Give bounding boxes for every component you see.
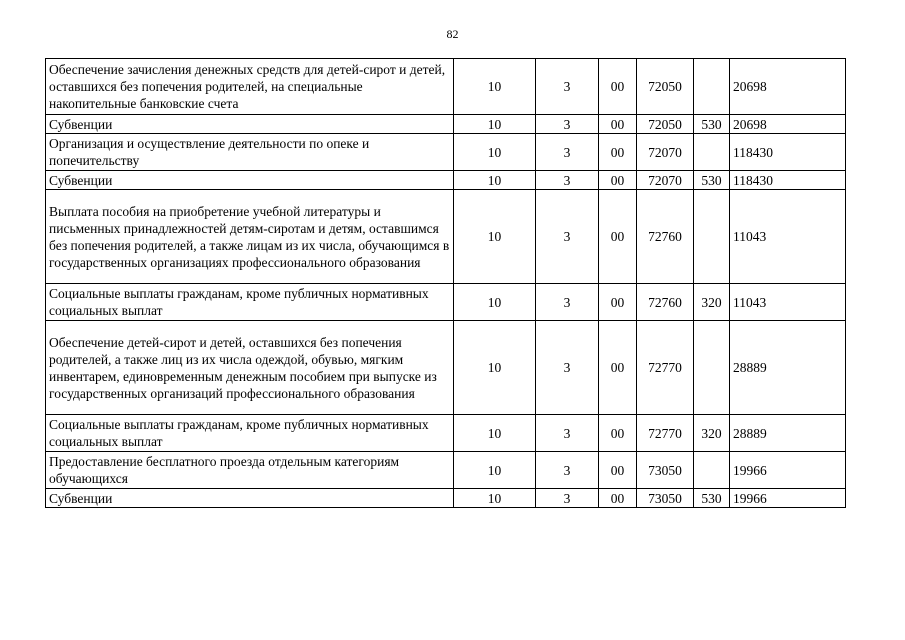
table-row	[46, 115, 846, 134]
cell-subsection: 3	[536, 321, 599, 415]
cell-amount: 19966	[730, 452, 846, 489]
cell-expense-type: 320	[694, 284, 730, 321]
cell-description: Обеспечение зачисления денежных средств для детей-сирот и детей, оставшихся без попечения родителей, на специальные накопительные банковские счета	[46, 59, 454, 115]
cell-target-code: 72760	[637, 190, 694, 284]
cell-target-code: 72050	[637, 59, 694, 115]
cell-target-code: 72770	[637, 321, 694, 415]
cell-subsection: 3	[536, 134, 599, 171]
cell-expense-type	[694, 452, 730, 489]
cell-description: Предоставление бесплатного проезда отдельным категориям обучающихся	[46, 452, 454, 489]
table-row	[46, 284, 846, 321]
cell-expense-type: 530	[694, 171, 730, 190]
cell-amount: 11043	[730, 190, 846, 284]
cell-subsection: 3	[536, 190, 599, 284]
budget-table	[45, 58, 846, 508]
page-number: 82	[446, 27, 459, 41]
cell-amount: 20698	[730, 115, 846, 134]
cell-target-code: 72070	[637, 134, 694, 171]
cell-description: Субвенции	[46, 115, 454, 134]
cell-expense-type	[694, 59, 730, 115]
cell-subsection: 3	[536, 415, 599, 452]
cell-section: 10	[454, 59, 536, 115]
cell-description: Субвенции	[46, 489, 454, 508]
cell-description: Социальные выплаты гражданам, кроме публичных нормативных социальных выплат	[46, 415, 454, 452]
cell-target-code: 72050	[637, 115, 694, 134]
table-row	[46, 59, 846, 115]
table-row	[46, 415, 846, 452]
cell-target-code: 73050	[637, 489, 694, 508]
cell-section: 10	[454, 321, 536, 415]
cell-section: 10	[454, 115, 536, 134]
cell-program: 00	[599, 115, 637, 134]
cell-program: 00	[599, 415, 637, 452]
cell-target-code: 72070	[637, 171, 694, 190]
cell-section: 10	[454, 190, 536, 284]
cell-program: 00	[599, 134, 637, 171]
cell-description: Выплата пособия на приобретение учебной литературы и письменных принадлежностей детям-сиротам и детям, оставшимся без попечения родителей, а также лицам из их числа, обучающимся в государственных организациях профессионального образования	[46, 190, 454, 284]
cell-section: 10	[454, 284, 536, 321]
cell-expense-type: 530	[694, 115, 730, 134]
cell-amount: 118430	[730, 171, 846, 190]
cell-expense-type	[694, 134, 730, 171]
cell-section: 10	[454, 489, 536, 508]
table-row	[46, 134, 846, 171]
cell-amount: 19966	[730, 489, 846, 508]
cell-amount: 28889	[730, 415, 846, 452]
cell-subsection: 3	[536, 284, 599, 321]
cell-section: 10	[454, 415, 536, 452]
cell-program: 00	[599, 171, 637, 190]
table-row	[46, 171, 846, 190]
table-row	[46, 489, 846, 508]
cell-expense-type	[694, 321, 730, 415]
cell-expense-type: 530	[694, 489, 730, 508]
table-row	[46, 452, 846, 489]
cell-subsection: 3	[536, 115, 599, 134]
cell-target-code: 72760	[637, 284, 694, 321]
cell-amount: 11043	[730, 284, 846, 321]
table-body	[46, 59, 846, 508]
cell-section: 10	[454, 171, 536, 190]
table-row	[46, 321, 846, 415]
cell-subsection: 3	[536, 171, 599, 190]
cell-description: Организация и осуществление деятельности по опеке и попечительству	[46, 134, 454, 171]
cell-section: 10	[454, 134, 536, 171]
cell-amount: 118430	[730, 134, 846, 171]
cell-subsection: 3	[536, 59, 599, 115]
cell-subsection: 3	[536, 452, 599, 489]
cell-expense-type	[694, 190, 730, 284]
cell-section: 10	[454, 452, 536, 489]
cell-subsection: 3	[536, 489, 599, 508]
cell-program: 00	[599, 190, 637, 284]
cell-description: Субвенции	[46, 171, 454, 190]
cell-target-code: 73050	[637, 452, 694, 489]
cell-target-code: 72770	[637, 415, 694, 452]
cell-description: Обеспечение детей-сирот и детей, оставшихся без попечения родителей, а также лиц из их числа одеждой, обувью, мягким инвентарем, единовременным денежным пособием при выпуске из государственных организаций профессионального образования	[46, 321, 454, 415]
cell-amount: 28889	[730, 321, 846, 415]
cell-description: Социальные выплаты гражданам, кроме публичных нормативных социальных выплат	[46, 284, 454, 321]
cell-program: 00	[599, 59, 637, 115]
cell-program: 00	[599, 284, 637, 321]
cell-expense-type: 320	[694, 415, 730, 452]
cell-program: 00	[599, 321, 637, 415]
table-row	[46, 190, 846, 284]
cell-program: 00	[599, 452, 637, 489]
cell-amount: 20698	[730, 59, 846, 115]
cell-program: 00	[599, 489, 637, 508]
